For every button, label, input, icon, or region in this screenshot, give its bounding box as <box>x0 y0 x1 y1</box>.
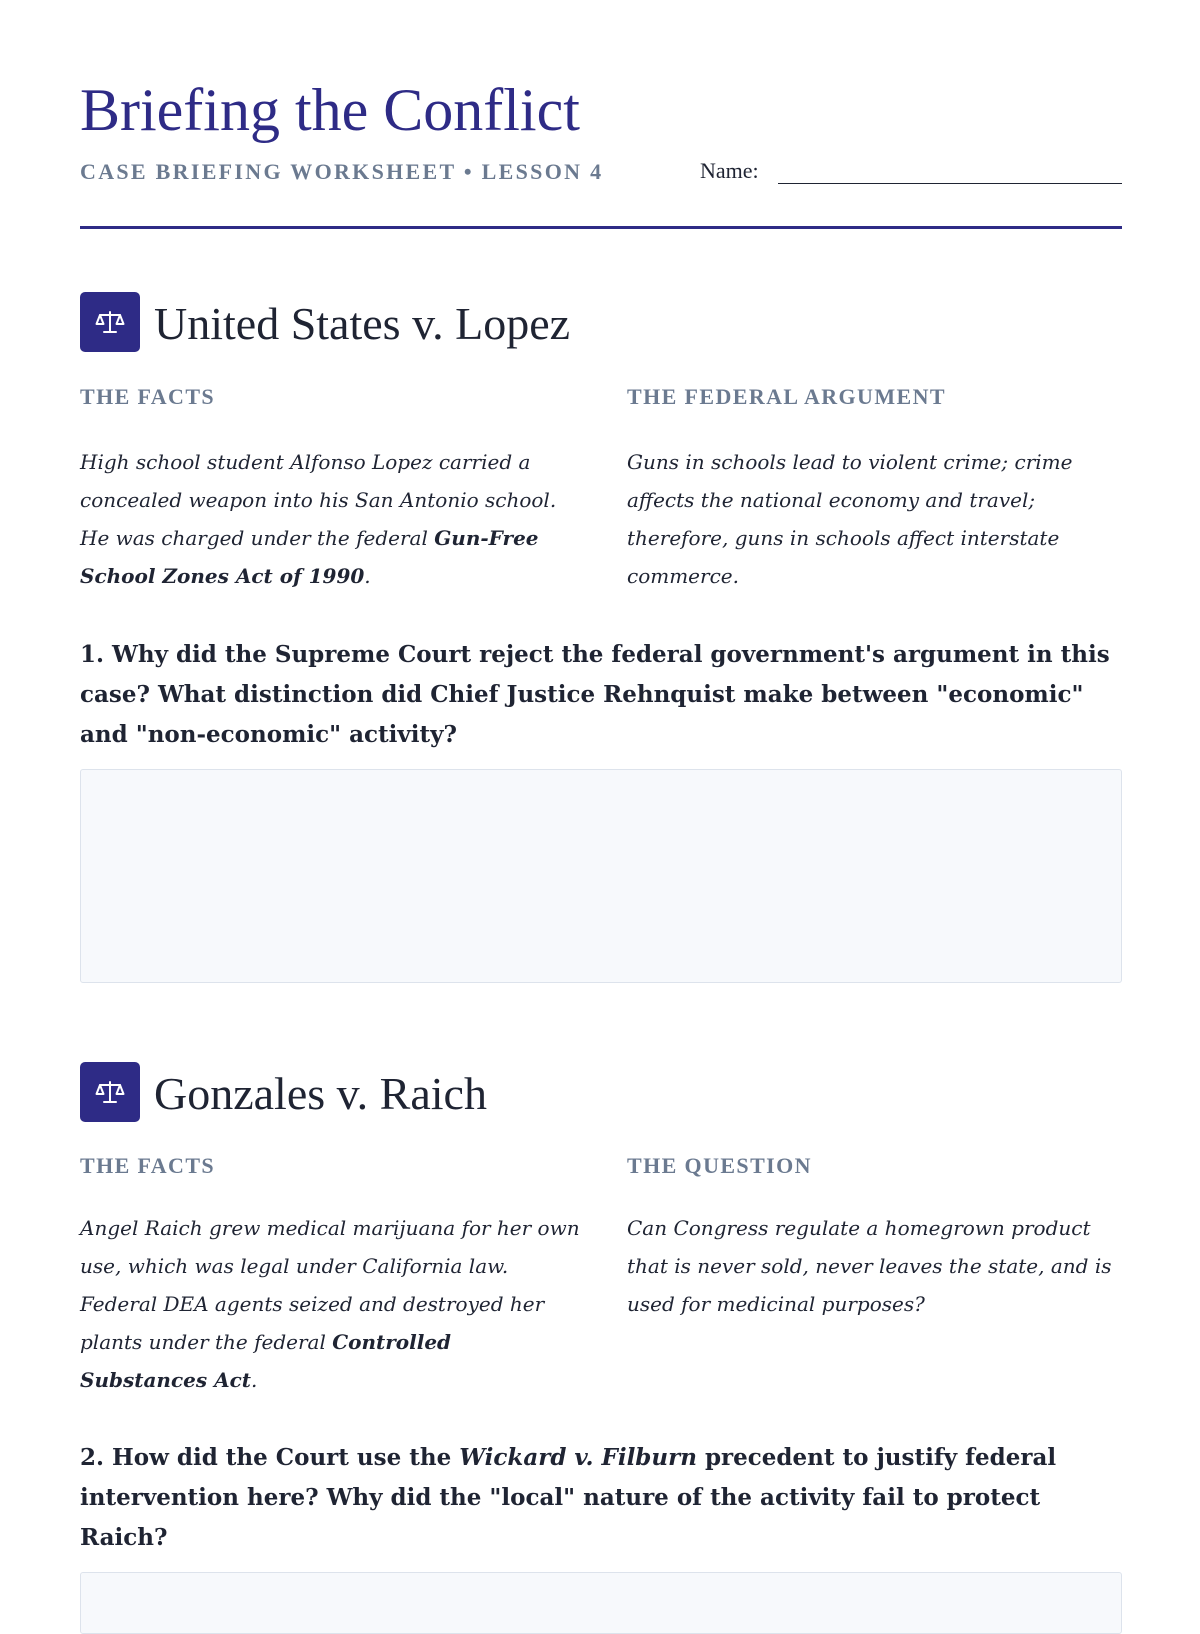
header-divider <box>80 226 1122 229</box>
case-title: Gonzales v. Raich <box>154 1068 487 1119</box>
precedent-name: Wickard v. Filburn <box>459 1444 697 1471</box>
facts-label: THE FACTS <box>80 384 216 409</box>
argument-text: Guns in schools lead to violent crime; crime affects the national economy and travel; therefore, guns in schools affect interstate commerce. <box>627 450 1073 588</box>
facts-text: Angel Raich grew medical marijuana for her own use, which was legal under California law. Federal DEA agents seized and destroyed her plants under the federal Controlled Substances Act. <box>80 1216 580 1392</box>
argument-label: THE FEDERAL ARGUMENT <box>627 384 946 409</box>
answer-box-2[interactable] <box>80 1572 1122 1634</box>
name-label: Name: <box>700 158 759 183</box>
statute-name: Controlled Substances Act <box>80 1330 452 1392</box>
question-text: Can Congress regulate a homegrown product that is never sold, never leaves the state, and is used for medicinal purposes? <box>627 1216 1112 1316</box>
answer-box-1[interactable] <box>80 769 1122 983</box>
facts-label: THE FACTS <box>80 1153 216 1178</box>
scales-icon <box>80 292 140 352</box>
statute-name: Gun-Free School Zones Act of 1990 <box>80 526 539 588</box>
question-2: 2. How did the Court use the Wickard v. Filburn precedent to justify federal intervention here? Why did the "local" nature of the activity fail to protect Raich? <box>80 1444 1057 1551</box>
page-title: Briefing the Conflict <box>80 77 580 143</box>
page-subtitle: CASE BRIEFING WORKSHEET • LESSON 4 <box>80 159 604 184</box>
case-title: United States v. Lopez <box>154 298 571 349</box>
scales-icon <box>80 1062 140 1122</box>
name-field[interactable] <box>778 183 1122 184</box>
facts-text: High school student Alfonso Lopez carried a concealed weapon into his San Antonio school. He was charged under the federal Gun-Free School Zones Act of 1990. <box>80 450 557 588</box>
question-label: THE QUESTION <box>627 1153 812 1178</box>
question-1: 1. Why did the Supreme Court reject the federal government's argument in this case? What distinction did Chief Justice Rehnquist make between "economic" and "non-economic" activity? <box>80 641 1110 748</box>
